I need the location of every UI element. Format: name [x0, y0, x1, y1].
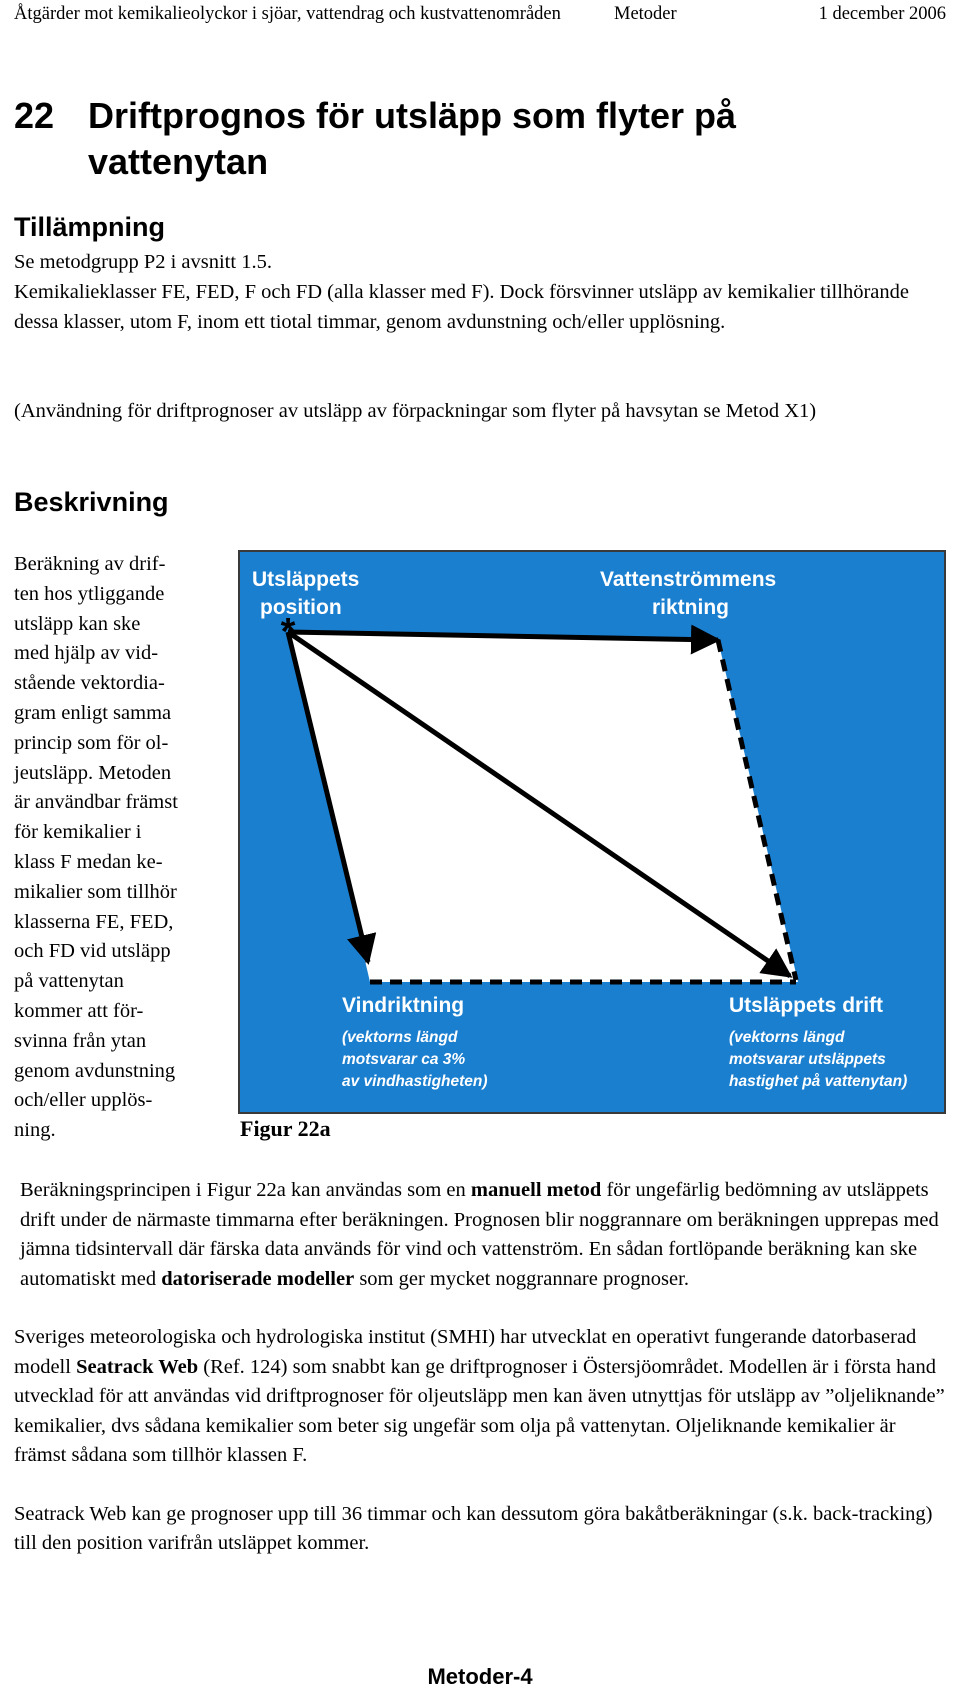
bold-computer-models: datoriserade modeller	[161, 1267, 355, 1290]
bold-seatrack-web: Seatrack Web	[76, 1355, 199, 1378]
beskrivning-side-text: Beräkning av drif- ten hos ytliggande utsläpp kan ske med hjälp av vid- stående vektordia- gram enligt samma princip som för ol- jeutsläpp. Metoden är användbar främst för kemikalier i klass F medan ke- mikalier som tillhör klasserna FE, FED, och FD vid utsläpp på vattenytan kommer att för- svinna från ytan genom avdunstning och/eller upplös- ning.	[14, 553, 178, 1142]
note-wind-3: av vindhastigheten)	[342, 1073, 488, 1090]
label-release-drift: Utsläppets drift	[729, 994, 884, 1017]
label-current-direction-2: riktning	[652, 596, 729, 619]
header-section: Metoder	[614, 4, 677, 24]
label-wind-direction: Vindriktning	[342, 994, 465, 1017]
vector-diagram	[238, 550, 946, 1114]
tillampning-line-1: Se metodgrupp P2 i avsnitt 1.5.	[14, 251, 272, 273]
label-release-position-2: position	[260, 596, 342, 619]
heading-beskrivning: Beskrivning	[14, 487, 169, 517]
bold-manual-method: manuell metod	[470, 1179, 602, 1201]
note-drift-2: motsvarar utsläppets	[729, 1051, 886, 1068]
note-wind-2: motsvarar ca 3%	[342, 1051, 466, 1068]
paragraph-manual-method: Beräkningsprincipen i Figur 22a kan användas som en manuell metod för ungefärlig bedömning av utsläppets drift under de närmaste timmarna efter beräkningen. Prognosen blir noggrannare om beräkningen upprepas med jämna tidsintervall där färska data används för vind och vattenström. En sådan fortlöpande beräkning kan ske automatiskt med datoriserade modeller som ger mycket noggrannare prognoser.	[20, 1179, 939, 1290]
note-drift-3: hastighet på vattenytan)	[729, 1073, 908, 1090]
header-date: 1 december 2006	[818, 4, 946, 24]
note-drift-1: (vektorns längd	[729, 1029, 845, 1046]
page-footer: Metoder-4	[427, 1664, 533, 1689]
chapter-title: Driftprognos för utsläpp som flyter på vattenytan	[88, 95, 737, 182]
label-current-direction-1: Vattenströmmens	[600, 568, 777, 591]
tillampning-line-2: Kemikalieklasser FE, FED, F och FD (alla klasser med F). Dock försvinner utsläpp av kemikalier tillhörande dessa klasser, utom F, inom ett tiotal timmar, genom avdunstning och/eller upplösning.	[14, 281, 909, 333]
note-wind-1: (vektorns längd	[342, 1029, 458, 1046]
release-point-icon: *	[280, 611, 296, 653]
tillampning-line-3: (Användning för driftprognoser av utsläpp av förpackningar som flyter på havsytan se Metod X1)	[14, 400, 817, 422]
paragraph-seatrack: Seatrack Web kan ge prognoser upp till 36 timmar och kan dessutom göra bakåtberäkningar (s.k. back-tracking) till den position varifrån utsläppet kommer.	[14, 1502, 933, 1554]
header-document-title: Åtgärder mot kemikalieolyckor i sjöar, vattendrag och kustvattenområden	[14, 4, 561, 24]
paragraph-smhi: Sveriges meteorologiska och hydrologiska institut (SMHI) har utvecklat en operativt fungerande datorbaserad modell Seatrack Web (Ref. 124) som snabbt kan ge driftprognoser i Östersjöområdet. Modellen är i första hand utvecklad för att användas vid driftprognoser för oljeutsläpp men kan även utnyttjas för utsläpp av ”oljeliknande” kemikalier, dvs sådana kemikalier som beter sig ungefär som olja på vattenytan. Oljeliknande kemikalier är främst sådana som tillhör klassen F.	[14, 1326, 945, 1466]
vector-diagram-svg	[240, 552, 944, 1112]
body-text	[14, 1176, 950, 1559]
chapter-number: 22	[14, 95, 55, 136]
figure-caption: Figur 22a	[240, 1116, 331, 1141]
heading-tillampning: Tillämpning	[14, 212, 166, 242]
label-release-position-1: Utsläppets	[252, 568, 360, 591]
